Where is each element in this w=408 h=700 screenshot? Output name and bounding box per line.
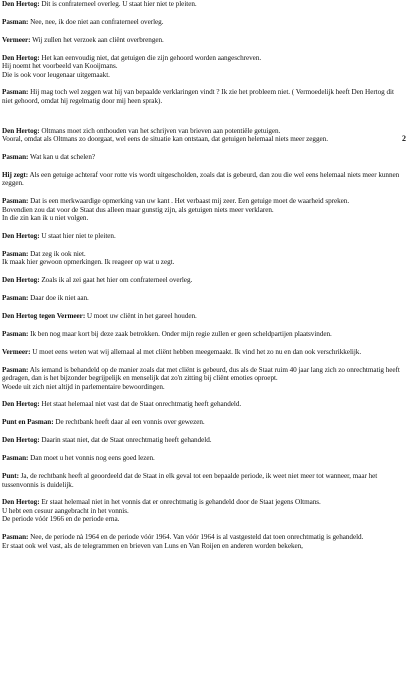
speech-text: Als iemand is behandeld op de manier zoals dat met cliënt is gebeurd, dus als de Staat ruim 40 jaar lang zich zo onrechtmatig heeft gedragen, dan is het bijzonder begrijpelijk en menselijk dat zo'n zitting bij cliënt emoties oproept.	[2, 365, 400, 383]
speech-text: U staat hier niet te pleiten.	[41, 232, 116, 240]
transcript-paragraph	[2, 18, 406, 26]
transcript-paragraph	[2, 294, 406, 302]
transcript-paragraph	[2, 400, 406, 408]
paragraph-first-line	[2, 294, 406, 302]
transcript-paragraph	[2, 153, 406, 161]
speech-text: U moet uw cliënt in het gareel houden.	[86, 312, 197, 321]
speaker-name: Pasman:	[2, 533, 29, 542]
continuation-line: De periode vóór 1966 en de periode erna.	[2, 515, 120, 524]
speech-text: Nee, de periode nà 1964 en de periode vóór 1964. Van vóór 1964 is al vastgesteld dat toen onrechtmatig is gehandeld.	[30, 533, 364, 542]
speaker-name: Den Hertog:	[2, 436, 40, 445]
transcript-paragraph	[2, 312, 406, 320]
paragraph-first-line	[2, 348, 406, 356]
speaker-name: Den Hertog:	[2, 126, 40, 135]
paragraph-first-line	[2, 36, 406, 44]
paragraph-first-line	[2, 454, 406, 462]
paragraph-first-line	[2, 153, 406, 161]
speech-text: U moet eens weten wat wij allemaal al met cliënt hebben meegemaakt. Ik vind het zo nu en dan ook verschrikkelijk.	[32, 347, 362, 356]
speaker-name: Pasman:	[2, 249, 29, 258]
paragraph-first-line	[2, 54, 406, 62]
margin-mark: 2	[402, 134, 406, 143]
speech-text: Daarin staat niet, dat de Staat onrechtmatig heeft gehandeld.	[41, 436, 212, 445]
continuation-line: Hij noemt het voorbeeld van Kooijmans.	[2, 62, 118, 71]
continuation-line: Bovendien zou dat voor de Staat dus alleen maar gunstig zijn, als getuigen niets meer verklaren.	[2, 205, 274, 214]
speaker-name: Hij zegt:	[2, 170, 29, 179]
speech-text: De rechtbank heeft daar al een vonnis over gewezen.	[55, 418, 205, 427]
speech-text: Wij zullen het verzoek aan cliënt overbrengen.	[32, 35, 164, 44]
paragraph-first-line	[2, 366, 406, 383]
speech-text: Het staat helemaal niet vast dat de Staat onrechtmatig heeft gehandeld.	[41, 400, 242, 409]
speaker-name: Pasman:	[2, 17, 29, 26]
speaker-name: Punt en Pasman:	[2, 418, 54, 427]
paragraph-first-line	[2, 418, 406, 426]
paragraph-first-line	[2, 127, 406, 135]
speaker-name: Pasman:	[2, 454, 29, 463]
paragraph-first-line	[2, 330, 406, 338]
speaker-name: Vermeer:	[2, 35, 31, 44]
speech-text: Nee, nee, ik doe niet aan confraterneel overleg.	[30, 17, 164, 26]
paragraph-first-line	[2, 171, 406, 188]
speech-text: Dan moet u het vonnis nog eens goed lezen.	[30, 454, 155, 463]
transcript-paragraph	[2, 88, 406, 105]
speech-text: Ik ben nog maar kort bij deze zaak betrokken. Onder mijn regie zullen er geen scheldpartijen plaatsvinden.	[30, 329, 332, 338]
speech-text: Zoals ik al zei gaat het hier om confraterneel overleg.	[41, 276, 193, 285]
speech-text: Het kan eenvoudig niet, dat getuigen die zijn gehoord worden aangeschreven.	[41, 53, 262, 62]
transcript-paragraph	[2, 127, 406, 144]
speaker-name: Den Hertog:	[2, 0, 40, 8]
speaker-name: Pasman:	[2, 88, 29, 97]
speech-text: Daar doe ik niet aan.	[30, 294, 89, 303]
paragraph-first-line	[2, 436, 406, 444]
speech-text: Wat kan u dat schelen?	[30, 153, 96, 162]
speech-text: Dit is confraterneel overleg. U staat hier niet te pleiten.	[41, 0, 197, 8]
continuation-line: Ik maak hier gewoon opmerkingen. Ik reageer op wat u zegt.	[2, 258, 175, 267]
speaker-name: Pasman:	[2, 329, 29, 338]
transcript-paragraph	[2, 250, 406, 267]
speaker-name: Vermeer:	[2, 347, 31, 356]
transcript-paragraph	[2, 436, 406, 444]
speech-text: Dat zeg ik ook niet.	[30, 249, 86, 258]
transcript-paragraph	[2, 454, 406, 462]
continuation-line: Die is ook voor leugenaar uitgemaakt.	[2, 70, 110, 79]
speech-text: Oltmans moet zich onthouden van het schrijven van brieven aan potentiële getuigen.	[41, 126, 281, 135]
paragraph-first-line	[2, 88, 406, 105]
speaker-name: Den Hertog:	[2, 232, 40, 240]
paragraph-first-line	[2, 472, 406, 489]
continuation-line: U hebt een cesuur aangebracht in het vonnis.	[2, 506, 129, 515]
paragraph-first-line	[2, 276, 406, 284]
transcript-paragraph	[2, 197, 406, 222]
paragraph-first-line	[2, 232, 406, 240]
paragraph-first-line	[2, 18, 406, 26]
transcript-paragraph	[2, 276, 406, 284]
transcript-paragraph	[2, 330, 406, 338]
speech-text: Als een getuige achteraf voor rotte vis wordt uitgescholden, zoals dat is gebeurd, dan zou die wel eens helemaal niets meer kunnen zeggen.	[2, 170, 400, 188]
speaker-name: Den Hertog:	[2, 53, 40, 62]
speaker-name: Pasman:	[2, 153, 29, 162]
speech-text: Dat is een merkwaardige opmerking van uw kant . Het verbaast mij zeer. Een getuige moet de waarheid spreken.	[30, 197, 350, 206]
speaker-name: Den Hertog:	[2, 276, 40, 285]
transcript-paragraph	[2, 366, 406, 391]
speaker-name: Pasman:	[2, 294, 29, 303]
speech-text: Hij mag toch wel zeggen wat hij van bepaalde verklaringen vindt ? Ik zie het probleem niet. ( Vermoedelijk heeft Den Hertog dit niet gehoord, omdat hij regelmatig door mij heen sprak).	[2, 88, 394, 105]
transcript-paragraph	[2, 54, 406, 79]
continuation-line: In die zin kan ik u niet volgen.	[2, 214, 89, 223]
speaker-name: Punt:	[2, 472, 19, 481]
paragraph-first-line	[2, 400, 406, 408]
paragraph-first-line	[2, 312, 406, 320]
paragraph-first-line	[2, 250, 406, 258]
paragraph-first-line	[2, 498, 406, 506]
speech-text: Ja, de rechtbank heeft al geoordeeld dat de Staat in elk geval tot een bepaalde periode, ik weet niet meer tot wanneer, maar het tussenvonnis is duidelijk.	[2, 472, 378, 489]
section-gap	[2, 115, 406, 127]
transcript-paragraph	[2, 171, 406, 188]
transcript-paragraph	[2, 418, 406, 426]
transcript-paragraph	[2, 472, 406, 489]
transcript-paragraph	[2, 533, 406, 550]
speech-text: Er staat helemaal niet in het vonnis dat er onrechtmatig is gehandeld door de Staat jegens Oltmans.	[41, 498, 321, 507]
transcript-paragraph	[2, 348, 406, 356]
speaker-name: Den Hertog:	[2, 400, 40, 409]
speaker-name: Pasman:	[2, 365, 29, 374]
paragraph-first-line	[2, 0, 406, 8]
speaker-name: Den Hertog tegen Vermeer:	[2, 312, 86, 321]
continuation-line: Er staat ook wel vast, als de telegrammen en brieven van Luns en Van Roijen en anderen worden bekeken,	[2, 541, 303, 550]
paragraph-first-line	[2, 197, 406, 205]
continuation-line: Vooral, omdat als Oltmans zo doorgaat, wel eens de situatie kan ontstaan, dat getuigen helemaal niets meer zeggen.	[2, 135, 328, 144]
speaker-name: Den Hertog:	[2, 498, 40, 507]
paragraph-first-line	[2, 533, 406, 541]
speaker-name: Pasman:	[2, 197, 29, 206]
transcript-paragraph	[2, 232, 406, 240]
transcript-paragraph	[2, 498, 406, 523]
transcript-paragraph	[2, 0, 406, 8]
continuation-line: Woede uit zich niet altijd in parlementaire bewoordingen.	[2, 382, 165, 391]
transcript-paragraph	[2, 36, 406, 44]
transcript	[2, 0, 406, 550]
